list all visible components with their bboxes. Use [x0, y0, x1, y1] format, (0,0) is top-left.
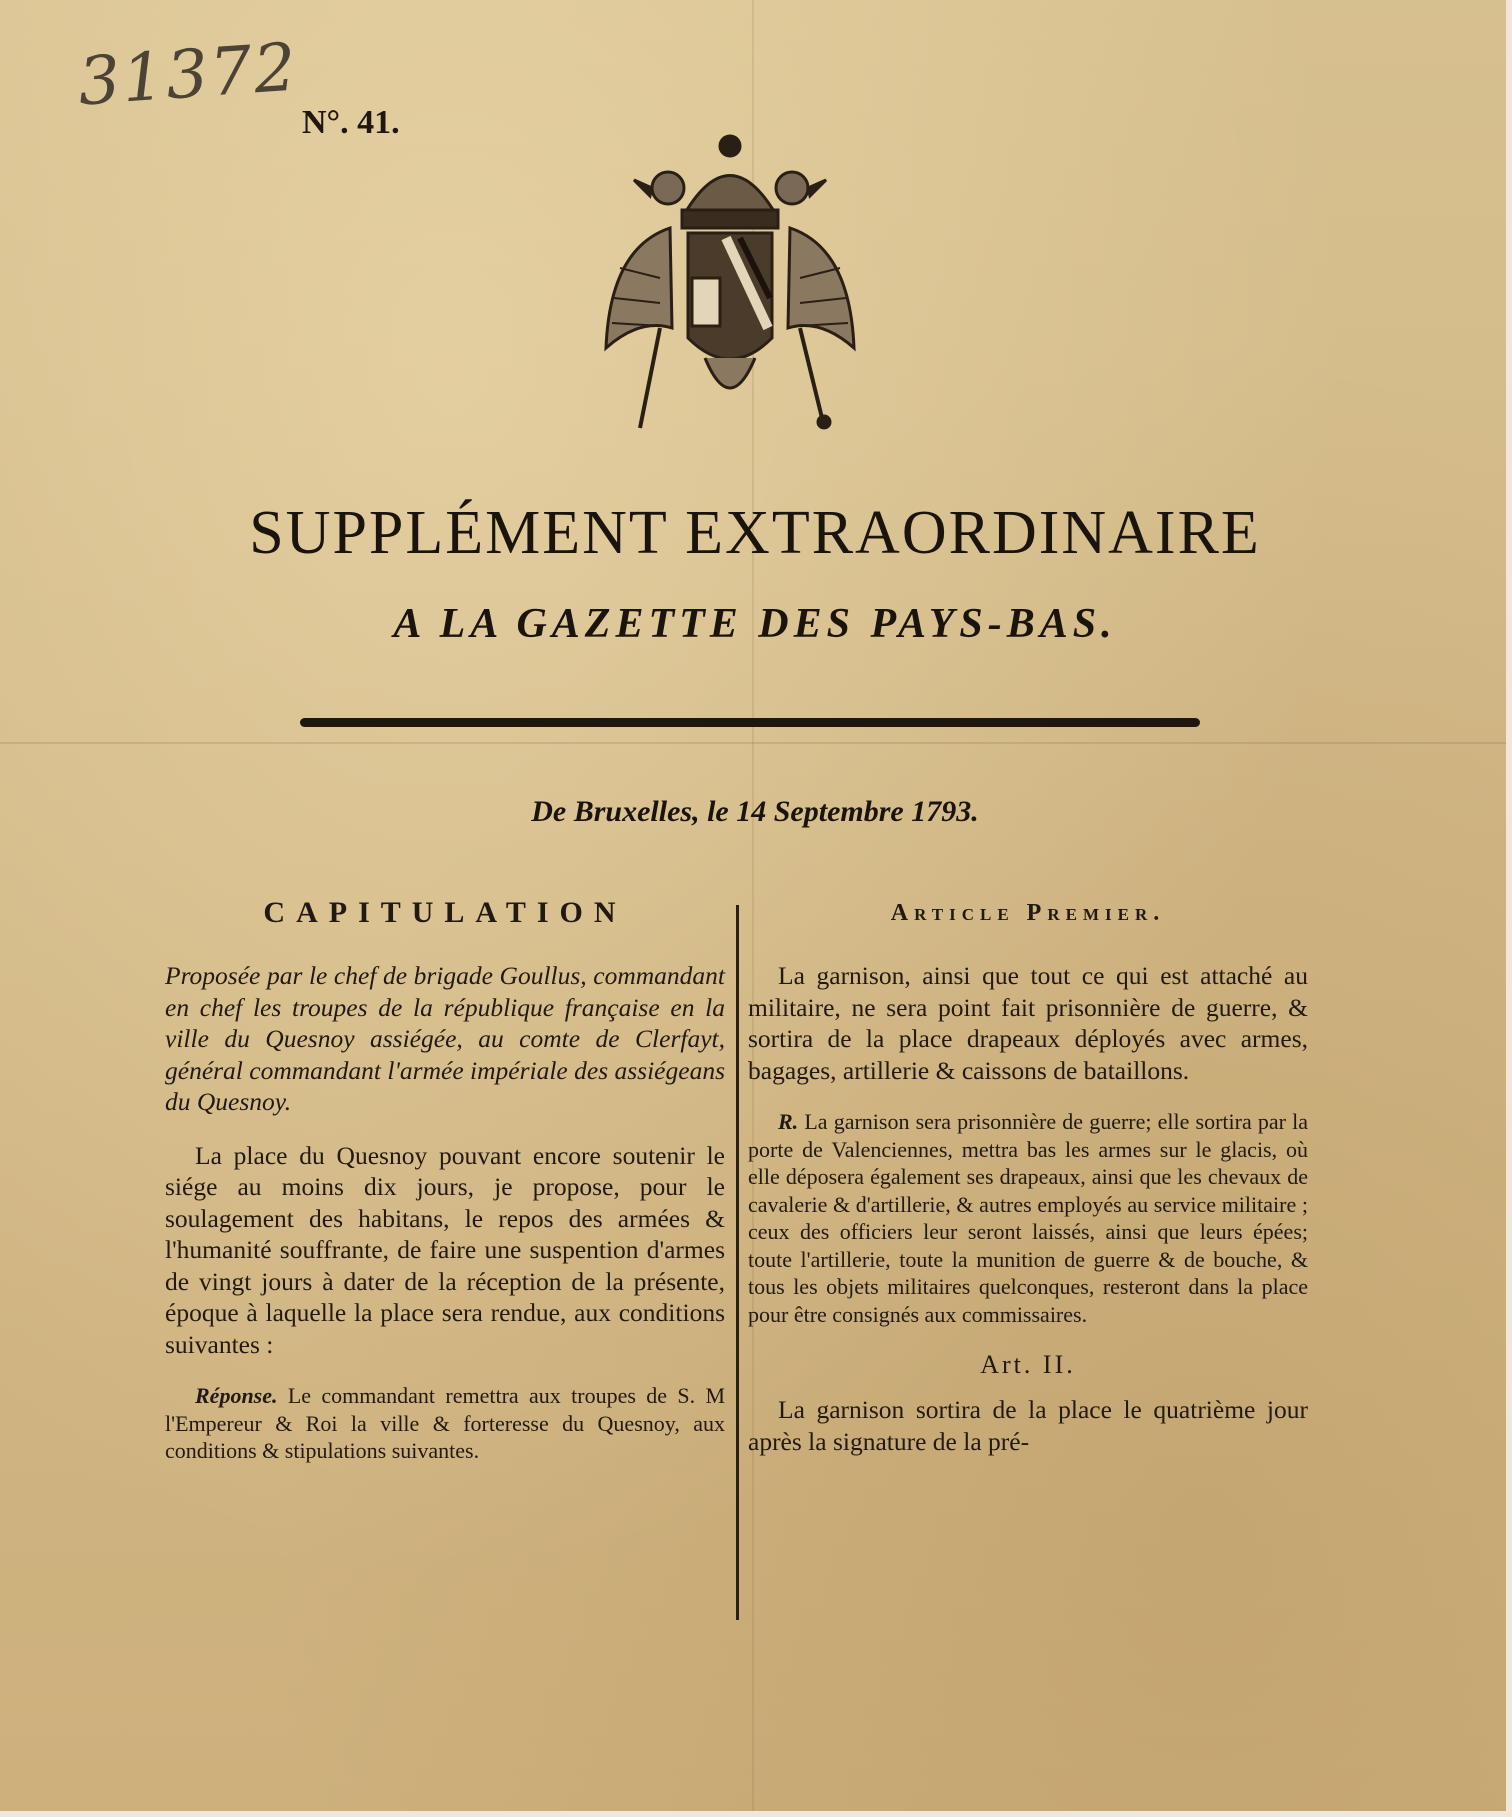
right-column — [748, 890, 1308, 1479]
response-label: Réponse. — [195, 1383, 278, 1408]
article-1-response-text: La garnison sera prisonnière de guerre; elle sortira par la porte de Valenciennes, mettra bas les armes sur le glacis, où elle déposera également ses drapeaux, ainsi que les chevaux de cavalerie & d'artillerie, & autres employés au service militaire ; ceux des officiers leur seront laissés, ainsi que leurs épées; toute l'artillerie, toute la munition de guerre & de bouche, & tous les objets militaires quelconques, resteront dans la place pour être consignés aux commissaires. — [748, 1109, 1309, 1327]
capitulation-response — [165, 1382, 725, 1465]
article-2-text: La garnison sortira de la place le quatrième jour après la signature de la pré- — [748, 1395, 1308, 1456]
gazette-subtitle: A LA GAZETTE DES PAYS-BAS. — [393, 601, 1117, 647]
article-2-heading: Art. II. — [980, 1350, 1076, 1379]
capitulation-intro: Proposée par le chef de brigade Goullus, commandant en chef les troupes de la république française en la ville du Quesnoy assiégée, au comte de Clerfayt, général commandant l'armée impériale des assiégeans du Quesnoy. — [165, 961, 725, 1116]
column-divider — [736, 905, 739, 1620]
issue-number: N°. 41. — [302, 104, 400, 141]
double-headed-eagle-crest-icon — [600, 118, 860, 438]
article-1-response-label: R. — [778, 1109, 799, 1134]
response-text: Le commandant remettra aux troupes de S. M l'Empereur & Roi la ville & forteresse du Quesnoy, aux conditions & stipulations suivantes. — [165, 1383, 726, 1463]
article-1-text: La garnison, ainsi que tout ce qui est attaché au militaire, ne sera point fait prisonnière de guerre, & sortira de la place drapeaux déployés avec armes, bagages, artillerie & caissons de bataillons. — [748, 961, 1308, 1085]
capitulation-heading: CAPITULATION — [263, 896, 627, 929]
article-premier-heading: Article Premier. — [890, 900, 1166, 926]
capitulation-proposal: La place du Quesnoy pouvant encore soutenir le siége au moins dix jours, je propose, pour le soulagement des habitans, le repos des armées & l'humanité souffrante, de faire une suspention d'armes de vingt jours à dater de la réception de la présente, époque à laquelle la place sera rendue, aux conditions suivantes : — [165, 1140, 725, 1359]
left-column — [165, 890, 725, 1487]
supplement-title: SUPPLÉMENT EXTRAORDINAIRE — [249, 499, 1261, 567]
dateline: De Bruxelles, le 14 Septembre 1793. — [531, 795, 979, 828]
article-1-response — [748, 1108, 1308, 1328]
title-rule — [300, 718, 1200, 727]
manuscript-number: 31372 — [75, 28, 301, 121]
